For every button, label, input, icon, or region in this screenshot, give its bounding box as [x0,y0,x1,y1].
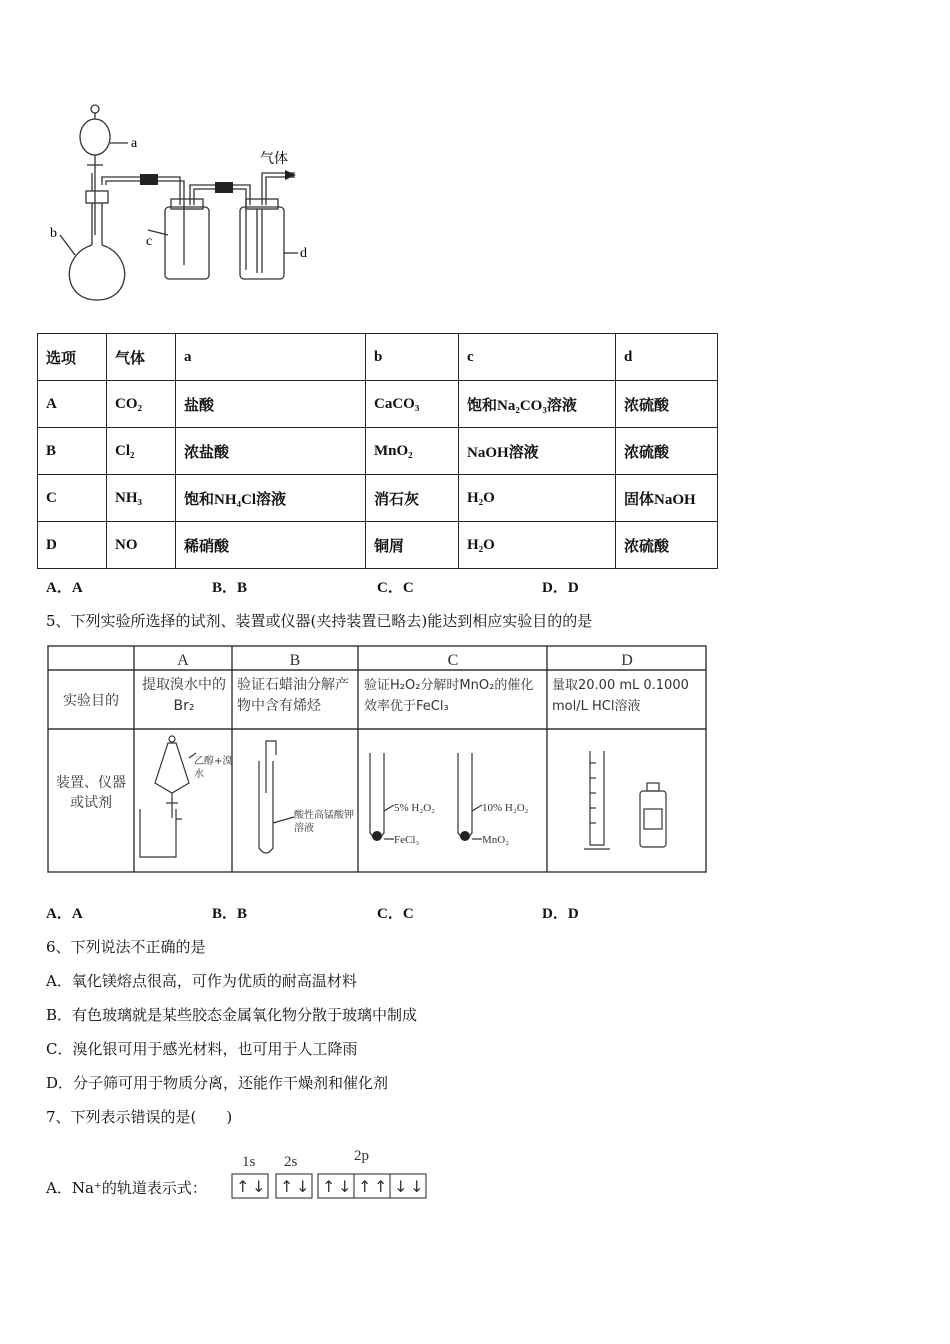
orbital-diagram [228,1142,432,1206]
svg-text:↓: ↓ [252,1177,266,1196]
label-h2o2-10: 10% H₂O₂ [482,802,529,814]
gas-reagent-table [37,333,718,569]
table-cell: 盐酸 [176,381,366,428]
q7-stem: 7、下列表示错误的是( ) [46,1108,233,1126]
table-header-row [38,334,718,381]
q4-option-c[interactable]: C．C [377,580,414,596]
table-row [38,428,718,475]
orbital-label-1s: 1s [242,1154,256,1170]
svg-text:↑: ↑ [374,1177,388,1196]
q5-option-b[interactable]: B．B [212,906,248,922]
gas-label: 气体 [260,151,288,167]
table-cell: C [38,475,107,522]
table-header-cell: d [616,334,718,381]
label-b: b [50,226,57,241]
svg-text:↓: ↓ [410,1177,424,1196]
table-cell: 饱和Na₂CO₃溶液 [459,381,616,428]
table-cell: Cl₂ [107,428,176,475]
col-head-c: C [447,652,459,669]
col-head-a: A [177,652,189,669]
table-cell: CO₂ [107,381,176,428]
purpose-b: 验证石蜡油分解产物中含有烯烃 [237,677,349,714]
q4-option-b[interactable]: B．B [212,580,248,596]
svg-text:↓: ↓ [296,1177,310,1196]
cylinder-bottle-drawing [584,751,666,849]
gas-apparatus-figure [40,95,330,310]
table-cell: NO [107,522,176,569]
table-cell: 浓硫酸 [616,428,718,475]
table-row [38,475,718,522]
svg-text:↓: ↓ [394,1177,408,1196]
table-cell: 稀硝酸 [176,522,366,569]
q6-stem: 6、下列说法不正确的是 [46,938,206,956]
table-header-cell: a [176,334,366,381]
q5-stem: 5、下列实验所选择的试剂、装置或仪器(夹持装置已略去)能达到相应实验目的的是 [46,612,593,630]
label-h2o2-5: 5% H₂O₂ [394,802,435,814]
table-cell: 浓硫酸 [616,381,718,428]
table-header-cell: c [459,334,616,381]
purpose-a: 提取溴水中的Br₂ [142,677,226,714]
svg-text:↓: ↓ [338,1177,352,1196]
table-cell: D [38,522,107,569]
row-head-apparatus: 装置、仪器或试剂 [56,775,126,811]
table-header-cell: b [366,334,459,381]
label-fecl3: FeCl₃ [394,834,420,846]
table-cell: A [38,381,107,428]
svg-text:↑: ↑ [358,1177,372,1196]
table-cell: MnO₂ [366,428,459,475]
col-head-d: D [621,652,633,669]
table-cell: B [38,428,107,475]
col-head-b: B [289,652,301,669]
test-tubes-c-drawing [370,753,482,839]
q6-option-a[interactable]: A．氧化镁熔点很高，可作为优质的耐高温材料 [46,972,357,990]
label-ethanol-bromine: 乙醇+溴水 [194,756,233,780]
funnel-beaker-drawing [140,736,196,857]
table-cell: 消石灰 [366,475,459,522]
q5-option-a[interactable]: A．A [46,906,83,922]
table-cell: 浓盐酸 [176,428,366,475]
purpose-d: 量取20.00 mL 0.1000 mol/L HCl溶液 [552,678,689,714]
table-cell: 浓硫酸 [616,522,718,569]
q7-option-a[interactable]: A．Na⁺的轨道表示式： [46,1179,207,1197]
table-cell: H₂O [459,475,616,522]
label-d: d [300,246,307,261]
label-kmno4: 酸性高锰酸钾溶液 [294,810,354,834]
table-cell: 饱和NH₄Cl溶液 [176,475,366,522]
table-header-cell: 气体 [107,334,176,381]
table-cell: NaOH溶液 [459,428,616,475]
table-cell: 固体NaOH [616,475,718,522]
table-cell: 铜屑 [366,522,459,569]
table-cell: CaCO₃ [366,381,459,428]
svg-text:↑: ↑ [236,1177,250,1196]
q5-option-c[interactable]: C．C [377,906,414,922]
q5-option-d[interactable]: D．D [542,906,579,922]
q4-option-a[interactable]: A．A [46,580,83,596]
test-tube-b-drawing [259,741,294,853]
label-a: a [131,136,138,151]
svg-text:↑: ↑ [280,1177,294,1196]
table-row [38,522,718,569]
orbital-label-2p: 2p [354,1148,369,1164]
table-cell: H₂O [459,522,616,569]
q4-option-d[interactable]: D．D [542,580,579,596]
table-cell: NH₃ [107,475,176,522]
label-mno2: MnO₂ [482,834,510,846]
table-header-cell: 选项 [38,334,107,381]
label-c: c [146,234,153,249]
q6-option-d[interactable]: D．分子筛可用于物质分离，还能作干燥剂和催化剂 [46,1074,389,1092]
q6-option-b[interactable]: B．有色玻璃就是某些胶态金属氧化物分散于玻璃中制成 [46,1006,418,1024]
orbital-label-2s: 2s [284,1154,298,1170]
q6-option-c[interactable]: C．溴化银可用于感光材料，也可用于人工降雨 [46,1040,358,1058]
svg-text:↑: ↑ [322,1177,336,1196]
purpose-c: 验证H₂O₂分解时MnO₂的催化效率优于FeCl₃ [364,678,534,714]
experiment-table-figure [44,643,710,875]
orbital-arrows [236,1177,423,1196]
row-head-purpose: 实验目的 [63,693,119,709]
table-row [38,381,718,428]
